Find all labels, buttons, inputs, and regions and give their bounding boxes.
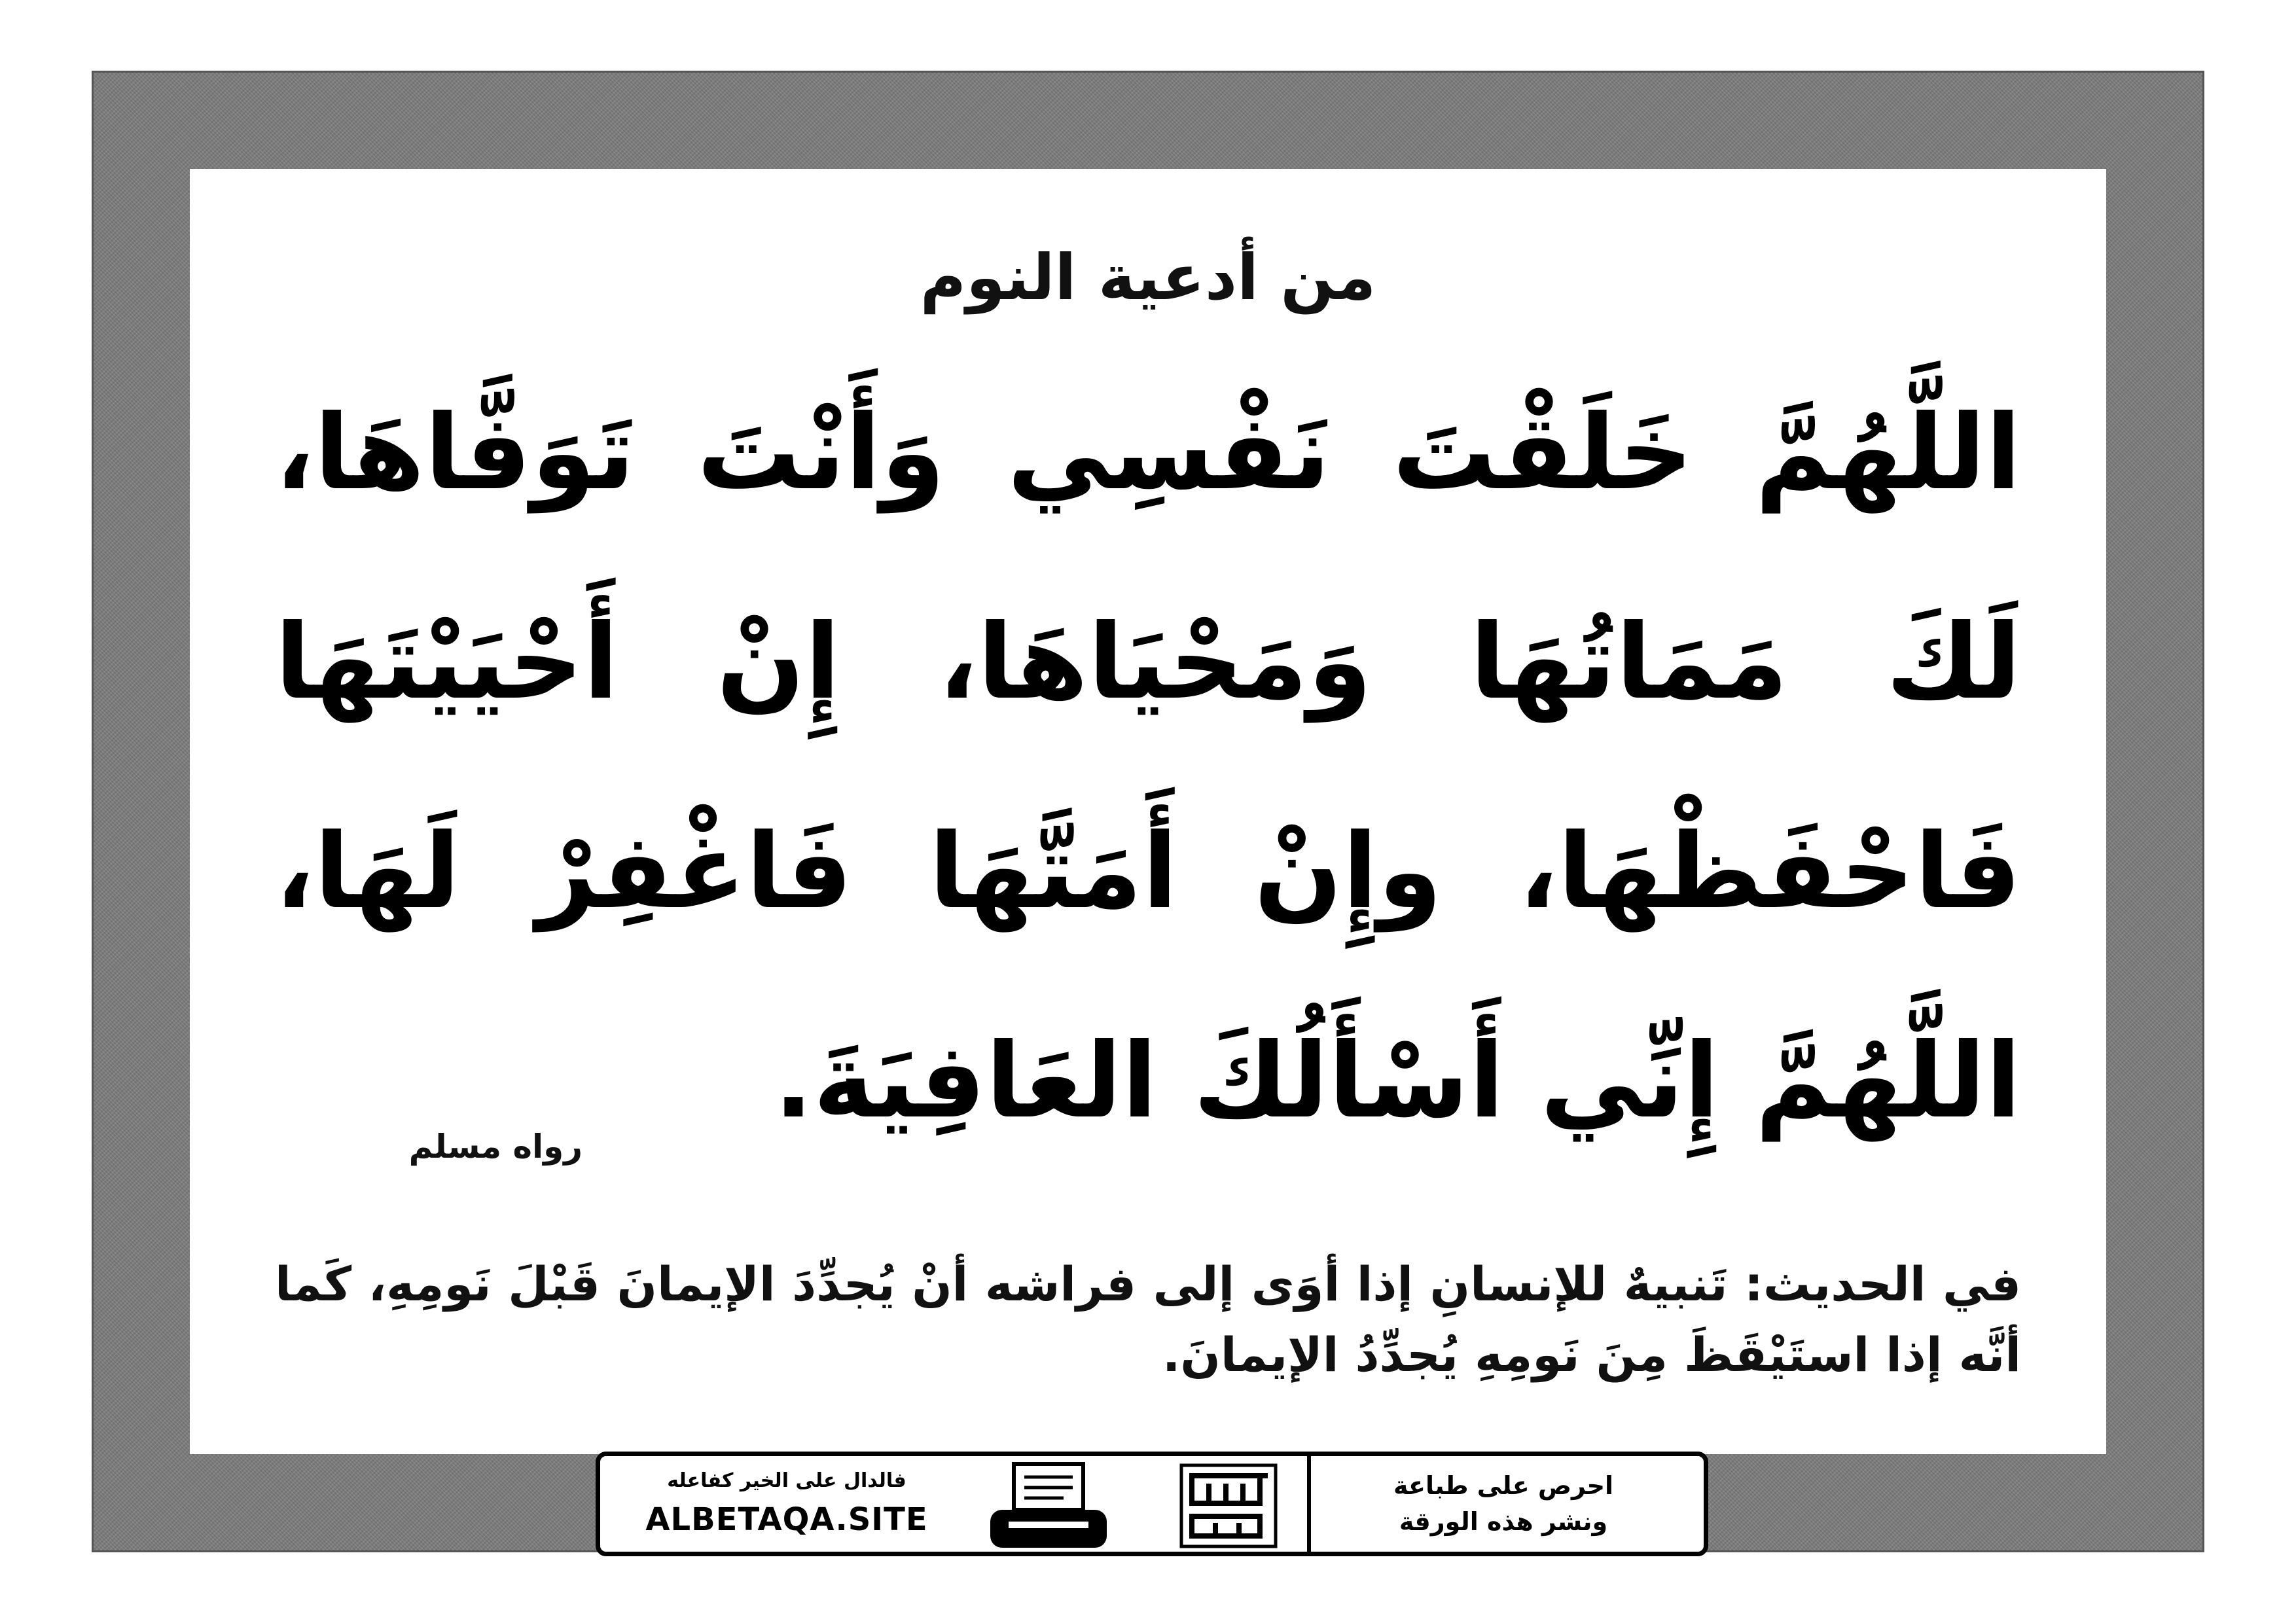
dua-line-3: فَاحْفَظْهَا، وإِنْ أَمَتَّهَا فَاغْفِرْ لَهَا، (275, 812, 2021, 932)
explanation-note: في الحديث: تَنبيهٌ للإنسانِ إذا أوَى إلى فراشه أنْ يُجدِّدَ الإيمانَ قَبْلَ نَومِهِ، كَما أنَّه إذا استَيْقَظَ مِنَ نَومِهِ يُجدِّدُ الإيمانَ. (275, 1257, 2021, 1382)
page-title: من أدعية النوم (920, 241, 1376, 314)
printer-icon (986, 1461, 1111, 1553)
card (190, 169, 2106, 1454)
site-link[interactable]: ALBETAQA.SITE (645, 1501, 928, 1538)
site-block[interactable] (620, 1465, 954, 1544)
print-line-2: ونشر هذه الورقة (1399, 1507, 1608, 1537)
slogan: فالدال على الخير كفاعله (667, 1469, 906, 1492)
print-line-1: احرص على طباعة (1393, 1471, 1614, 1500)
dua-line-1: اللَّهُمَّ خَلَقْتَ نَفْسِي وَأَنْتَ تَوَفَّاهَا، (275, 393, 2021, 513)
logo-mark (1176, 1460, 1281, 1552)
narrator: رواه مسلم (408, 1128, 583, 1166)
dua-line-2: لَكَ مَمَاتُهَا وَمَحْيَاهَا، إِنْ أَحْيَيْتَهَا (275, 602, 2021, 722)
footer-divider (1307, 1456, 1311, 1552)
footer-banner (596, 1452, 1708, 1556)
dua-line-4: اللَّهُمَّ إِنِّي أَسْأَلُكَ العَافِيَةَ. (774, 1021, 2021, 1141)
print-message (1320, 1468, 1687, 1540)
